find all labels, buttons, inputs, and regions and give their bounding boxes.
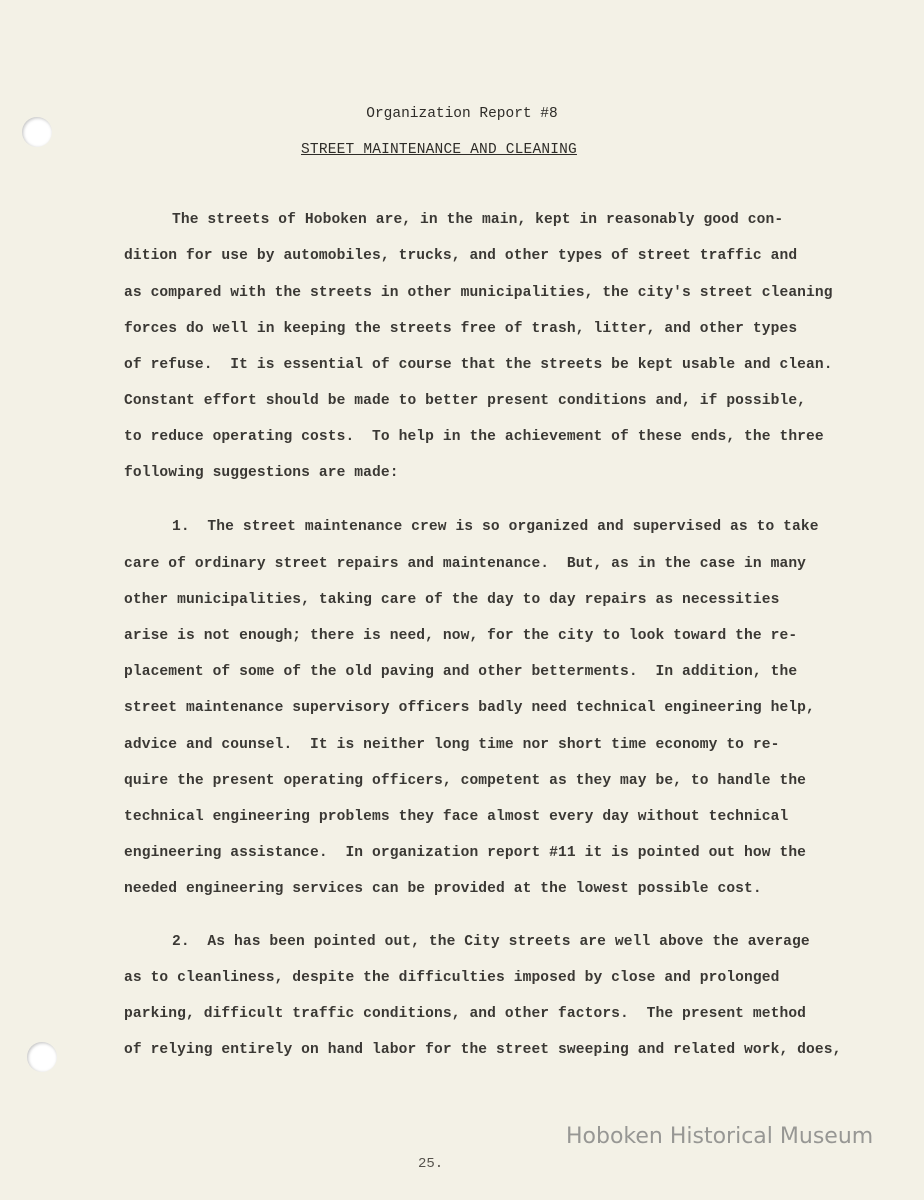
paragraph-2-line: engineering assistance. In organization report #11 it is pointed out how the [124, 845, 807, 861]
paragraph-2-line: other municipalities, taking care of the day to day repairs as necessities [124, 592, 780, 608]
paragraph-2-line: arise is not enough; there is need, now, for the city to look toward the re- [124, 628, 798, 644]
paragraph-3-line: of relying entirely on hand labor for the street sweeping and related work, does, [124, 1042, 842, 1058]
report-title: Organization Report #8 [366, 106, 558, 122]
report-subtitle: STREET MAINTENANCE AND CLEANING [301, 142, 577, 158]
paragraph-2-line: placement of some of the old paving and other betterments. In addition, the [124, 664, 798, 680]
punch-hole-bottom [27, 1042, 57, 1072]
paragraph-3-line: 2. As has been pointed out, the City streets are well above the average [172, 934, 810, 950]
page-number: 25. [418, 1156, 444, 1172]
paragraph-1-line: Constant effort should be made to better present conditions and, if possible, [124, 393, 807, 409]
paragraph-2-line: care of ordinary street repairs and maintenance. But, as in the case in many [124, 556, 807, 572]
paragraph-1-line: forces do well in keeping the streets free of trash, litter, and other types [124, 321, 798, 337]
paragraph-1-line: of refuse. It is essential of course that the streets be kept usable and clean. [124, 357, 833, 373]
museum-watermark: Hoboken Historical Museum [566, 1124, 874, 1149]
paragraph-2-line: 1. The street maintenance crew is so organized and supervised as to take [172, 519, 819, 535]
paragraph-3-line: parking, difficult traffic conditions, and other factors. The present method [124, 1006, 807, 1022]
paragraph-3-line: as to cleanliness, despite the difficulties imposed by close and prolonged [124, 970, 780, 986]
paragraph-2-line: quire the present operating officers, competent as they may be, to handle the [124, 773, 807, 789]
paragraph-2-line: street maintenance supervisory officers badly need technical engineering help, [124, 700, 815, 716]
paragraph-2-line: needed engineering services can be provided at the lowest possible cost. [124, 881, 762, 897]
paragraph-1-line: following suggestions are made: [124, 465, 399, 481]
paragraph-1-line: as compared with the streets in other municipalities, the city's street cleaning [124, 285, 833, 301]
paragraph-2-line: technical engineering problems they face almost every day without technical [124, 809, 789, 825]
paragraph-2-line: advice and counsel. It is neither long time nor short time economy to re- [124, 737, 780, 753]
paragraph-1-line: to reduce operating costs. To help in the achievement of these ends, the three [124, 429, 824, 445]
paragraph-1-line: The streets of Hoboken are, in the main, kept in reasonably good con- [172, 212, 784, 228]
paragraph-1-line: dition for use by automobiles, trucks, and other types of street traffic and [124, 248, 798, 264]
